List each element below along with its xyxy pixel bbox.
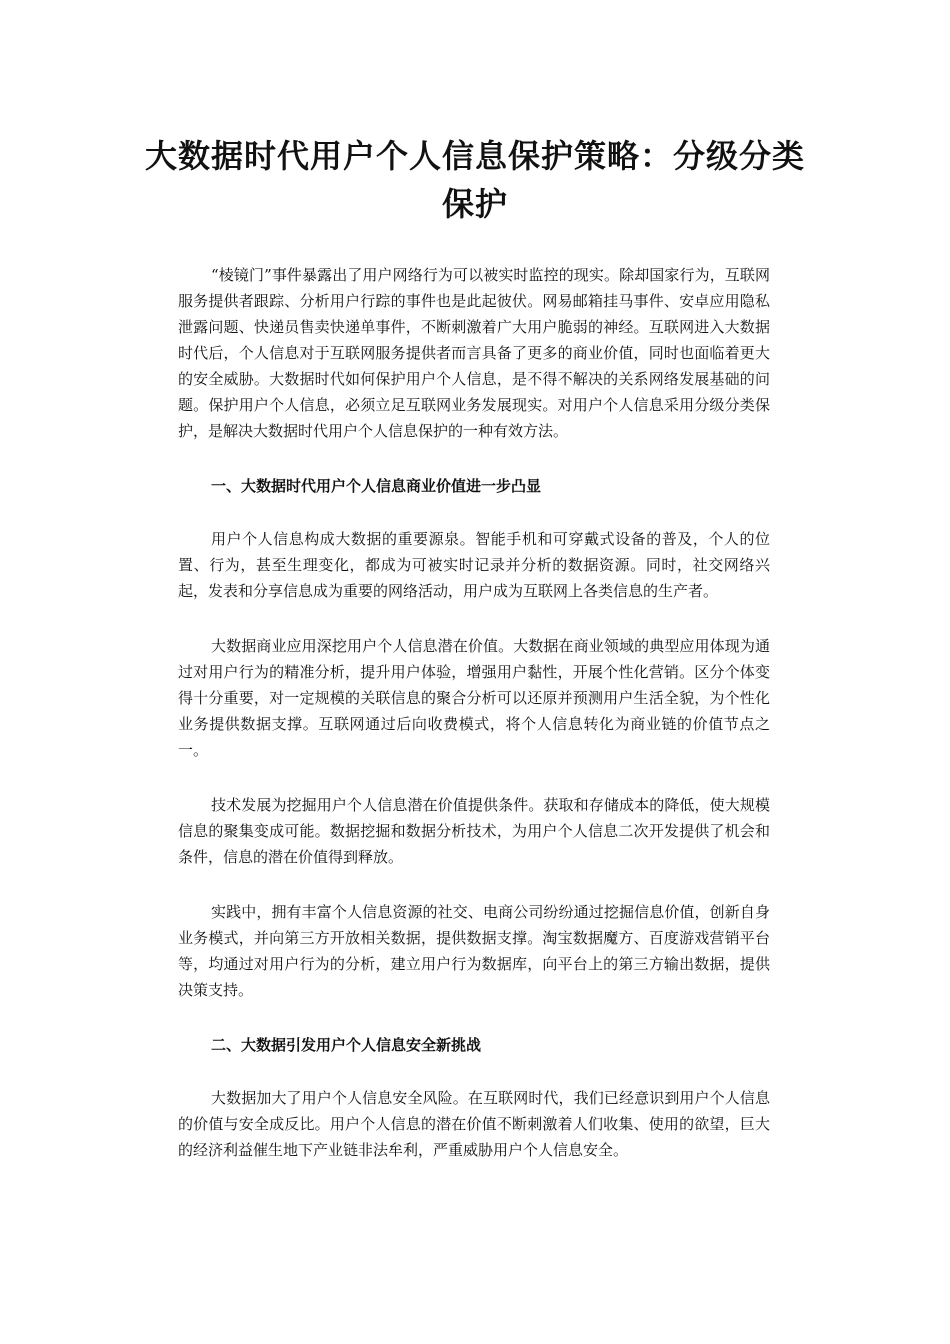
paragraph-5: 大数据加大了用户个人信息安全风险。在互联网时代，我们已经意识到用户个人信息的价值与安全成反比。用户个人信息的潜在价值不断刺激着人们收集、使用的欲望，巨大的经济利益催生地下产业链非法牟利，严重威胁用户个人信息安全。 [178,1089,770,1159]
section-heading-2: 二、大数据引发用户个人信息安全新挑战 [211,1036,482,1054]
paragraph-3: 技术发展为挖掘用户个人信息潜在价值提供条件。获取和存储成本的降低，使大规模信息的聚集变成可能。数据挖掘和数据分析技术，为用户个人信息二次开发提供了机会和条件，信息的潜在价值得到释放。 [178,796,770,866]
paragraph-1: 用户个人信息构成大数据的重要源泉。智能手机和可穿戴式设备的普及，个人的位置、行为，甚至生理变化，都成为可被实时记录并分析的数据资源。同时，社交网络兴起，发表和分享信息成为重要的网络活动，用户成为互联网上各类信息的生产者。 [178,530,770,600]
document-body [178,262,770,1192]
document-title: 大数据时代用户个人信息保护策略：分级分类保护 [144,137,805,223]
section-heading-1: 一、大数据时代用户个人信息商业价值进一步凸显 [211,477,542,495]
paragraph-intro: “棱镜门”事件暴露出了用户网络行为可以被实时监控的现实。除却国家行为，互联网服务提供者跟踪、分析用户行踪的事件也是此起彼伏。网易邮箱挂马事件、安卓应用隐私泄露问题、快递员售卖快递单事件，不断刺激着广大用户脆弱的神经。互联网进入大数据时代后，个人信息对于互联网服务提供者而言具备了更多的商业价值，同时也面临着更大的安全威胁。大数据时代如何保护用户个人信息，是不得不解决的关系网络发展基础的问题。保护用户个人信息，必须立足互联网业务发展现实。对用户个人信息采用分级分类保护，是解决大数据时代用户个人信息保护的一种有效方法。 [178,266,770,440]
paragraph-2: 大数据商业应用深挖用户个人信息潜在价值。大数据在商业领域的典型应用体现为通过对用户行为的精准分析，提升用户体验，增强用户黏性，开展个性化营销。区分个体变得十分重要，对一定规模的关联信息的聚合分析可以还原并预测用户生活全貌，为个性化业务提供数据支撑。互联网通过后向收费模式，将个人信息转化为商业链的价值节点之一。 [178,637,770,759]
paragraph-4: 实践中，拥有丰富个人信息资源的社交、电商公司纷纷通过挖掘信息价值，创新自身业务模式，并向第三方开放相关数据，提供数据支撑。淘宝数据魔方、百度游戏营销平台等，均通过对用户行为的分析，建立用户行为数据库，向平台上的第三方输出数据，提供决策支持。 [178,903,770,999]
